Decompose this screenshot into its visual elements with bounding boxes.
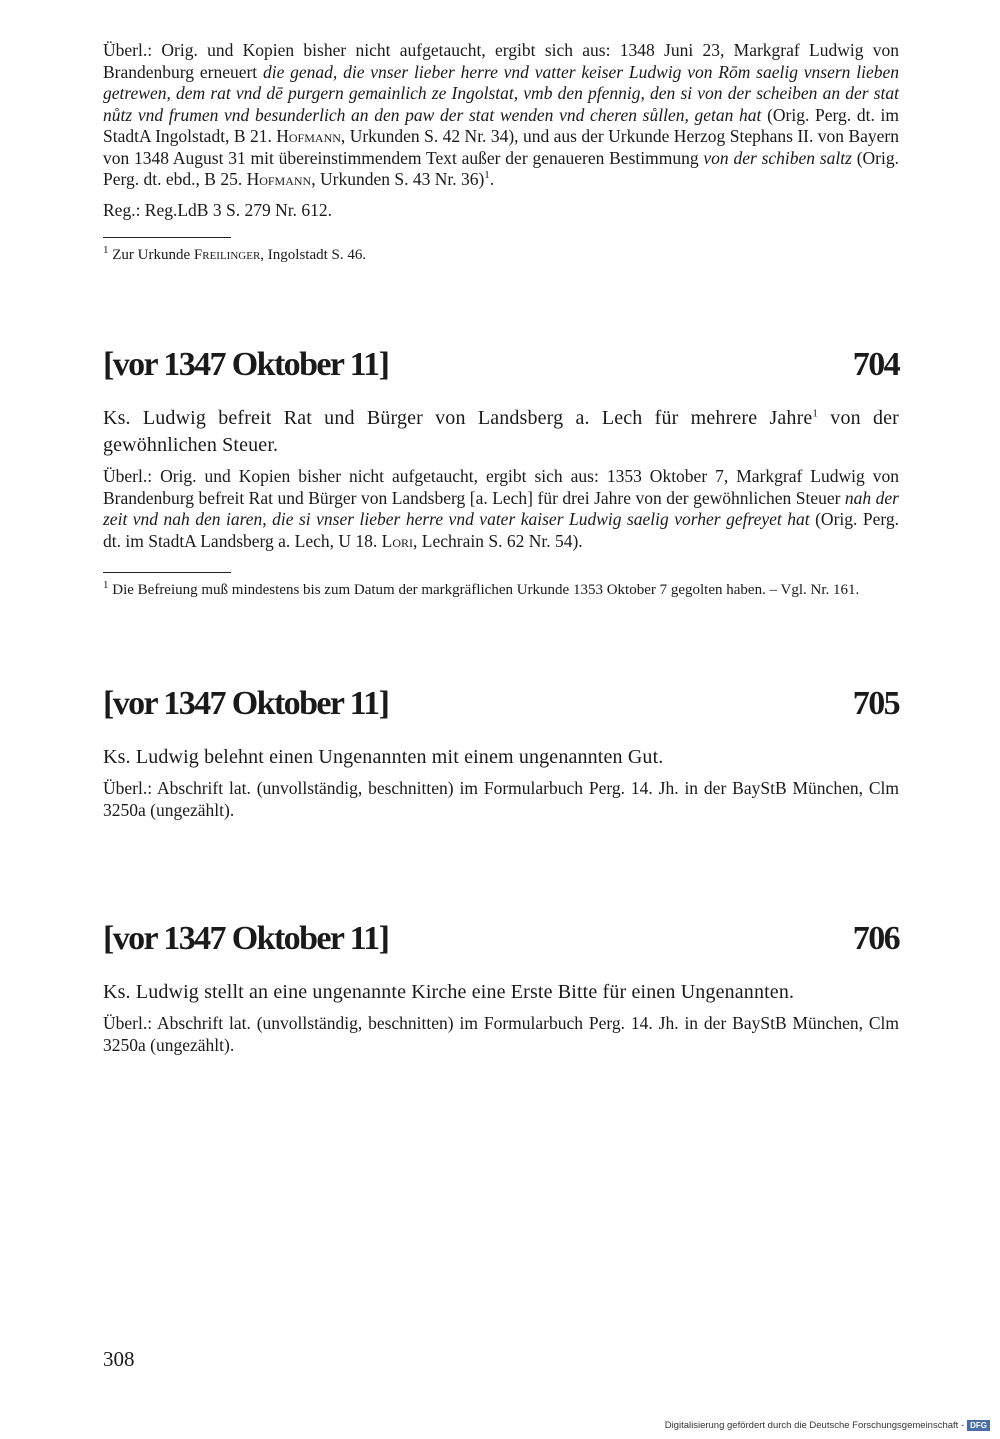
footnote-rule <box>103 237 231 238</box>
entry-transmission-705: Überl.: Abschrift lat. (unvollständig, beschnitten) im Formularbuch Perg. 14. Jh. in der BayStB München, Clm 3250a (ungezählt). <box>103 778 899 820</box>
entry-summary-704: Ks. Ludwig befreit Rat und Bürger von Landsberg a. Lech für mehrere Jahre$^1$ von der gewöhnlichen Steuer. <box>103 407 899 456</box>
page-content <box>103 40 899 1056</box>
top-regest-reference: Reg.: Reg.LdB 3 S. 279 Nr. 612. <box>103 199 332 220</box>
top-transmission-note: Überl.: Orig. und Kopien bisher nicht aufgetaucht, ergibt sich aus: 1348 Juni 23, Markgraf Ludwig von Brandenburg erneuert die genad, die vnser lieber herre vnd vatter keiser Ludwig von Rōm saelig vnsern lieben getrewen, dem rat vnd dē purgern gemainlich ze Ingolstat, vmb den pfennig, den si von der scheiben an der stat nůtz vnd frumen vnd besunderlich an den paw der stat wenden vnd cheren sůllen, getan hat (Orig. Perg. dt. im StadtA Ingolstadt, B 21. Hofmann, Urkunden S. 42 Nr. 34), und aus der Urkunde Herzog Stephans II. von Bayern von 1348 August 31 mit übereinstimmendem Text außer der genaueren Bestimmung von der schiben saltz (Orig. Perg. dt. ebd., B 25. Hofmann, Urkunden S. 43 Nr. 36)$^1$. <box>103 40 899 189</box>
entry-transmission-706: Überl.: Abschrift lat. (unvollständig, beschnitten) im Formularbuch Perg. 14. Jh. in der BayStB München, Clm 3250a (ungezählt). <box>103 1013 899 1055</box>
entry-number: 706 <box>852 920 899 957</box>
top-footnote: $^1$ Zur Urkunde Freilinger, Ingolstadt S. 46. <box>103 244 367 263</box>
entry-date: [vor 1347 Oktober 11] <box>103 346 389 383</box>
entry-date: [vor 1347 Oktober 11] <box>103 920 389 957</box>
entry-summary-706: Ks. Ludwig stellt an eine ungenannte Kirche eine Erste Bitte für einen Ungenannten. <box>103 981 795 1003</box>
entry-heading-704 <box>103 345 899 385</box>
entry-summary-705: Ks. Ludwig belehnt einen Ungenannten mit einem ungenannten Gut. <box>103 746 664 768</box>
entry-number: 705 <box>852 685 899 722</box>
entry-footnote-704: $^1$ Die Befreiung muß mindestens bis zum Datum der markgräflichen Urkunde 1353 Oktober 7 gegolten haben. – Vgl. Nr. 161. <box>103 579 860 598</box>
entry-date: [vor 1347 Oktober 11] <box>103 685 389 722</box>
page-number: 308 <box>103 1347 135 1371</box>
credit-text: Digitalisierung gefördert durch die Deutsche Forschungsgemeinschaft - <box>664 1420 965 1431</box>
digitization-credit <box>665 1420 990 1431</box>
entry-heading-706 <box>103 919 899 959</box>
entry-transmission-704: Überl.: Orig. und Kopien bisher nicht aufgetaucht, ergibt sich aus: 1353 Oktober 7, Markgraf Ludwig von Brandenburg befreit Rat und Bürger von Landsberg [a. Lech] für drei Jahre von der gewöhnlichen Steuer nah der zeit vnd nah den iaren, die si vnser lieber herre vnd vater kaiser Ludwig saelig vorher gefreyet hat (Orig. Perg. dt. im StadtA Landsberg a. Lech, U 18. Lori, Lechrain S. 62 Nr. 54). <box>103 466 899 551</box>
footnote-rule <box>103 572 231 573</box>
entry-heading-705 <box>103 684 899 724</box>
dfg-logo: DFG <box>967 1420 990 1431</box>
entry-number: 704 <box>852 346 899 383</box>
